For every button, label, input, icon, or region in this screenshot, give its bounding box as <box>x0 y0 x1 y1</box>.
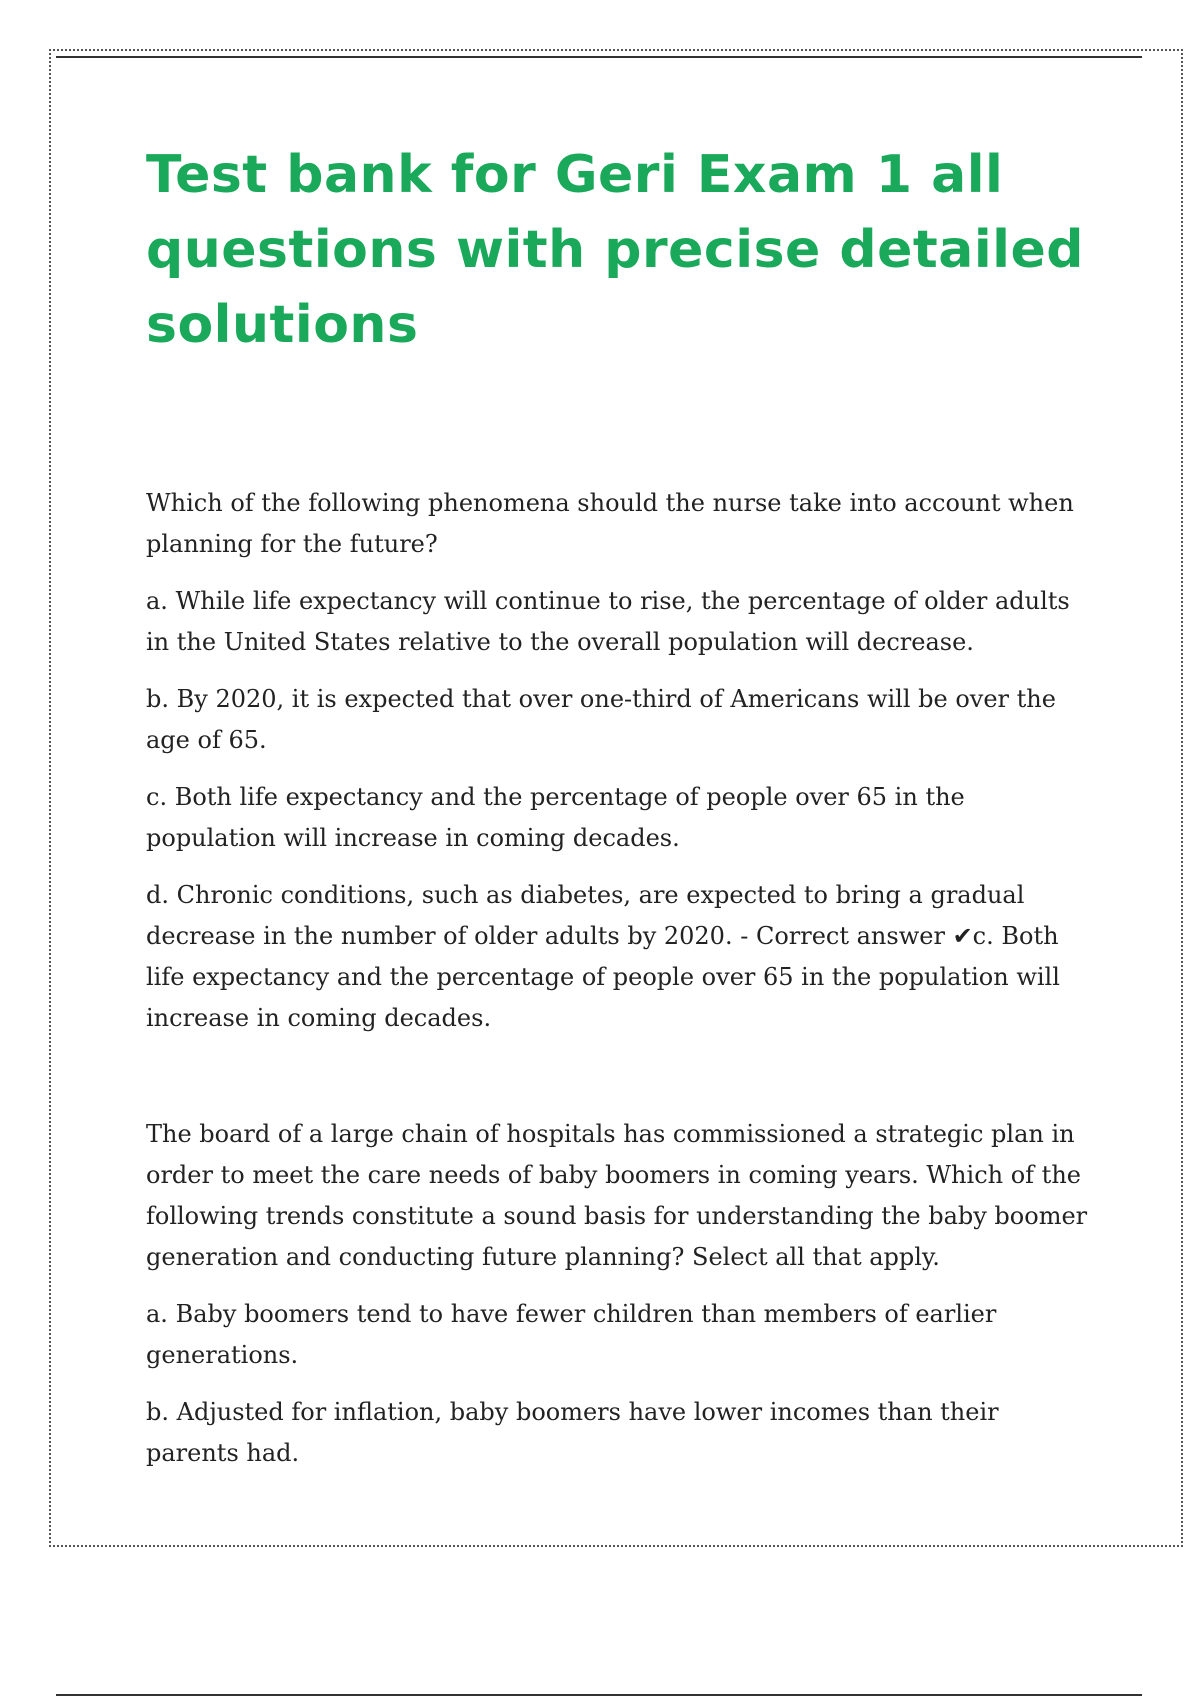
question-1-option-a: a. While life expectancy will continue to rise, the percentage of older adults in the United States relative to the overall population will decrease. <box>146 587 1070 656</box>
question-1-correct-answer: c. Both life expectancy and the percentage of people over 65 in the population will increase in coming decades. <box>146 922 1060 1032</box>
bottom-rule <box>56 1694 1142 1696</box>
question-2-text: The board of a large chain of hospitals has commissioned a strategic plan in order to meet the care needs of baby boomers in coming years. Which of the following trends constitute a sound basis for understanding the baby boomer generation and conducting future planning? Select all that apply. <box>146 1120 1088 1271</box>
top-rule <box>56 56 1142 58</box>
question-1-option-d: d. Chronic conditions, such as diabetes, are expected to bring a gradual decrease in the number of older adults by 2020. - Correct answer <box>146 881 1025 950</box>
question-1 <box>146 483 1096 1039</box>
question-2-option-b: b. Adjusted for inflation, baby boomers have lower incomes than their parents had. <box>146 1398 999 1467</box>
question-1-option-c: c. Both life expectancy and the percentage of people over 65 in the population will increase in coming decades. <box>146 783 965 852</box>
question-2 <box>146 1114 1096 1474</box>
question-1-text: Which of the following phenomena should the nurse take into account when planning for the future? <box>146 489 1074 558</box>
question-2-option-a: a. Baby boomers tend to have fewer children than members of earlier generations. <box>146 1300 997 1369</box>
document-content <box>146 138 1096 1490</box>
question-1-option-d-with-answer <box>146 875 1096 1039</box>
document-title: Test bank for Geri Exam 1 all questions with precise detailed solutions <box>146 145 1084 355</box>
question-1-option-b: b. By 2020, it is expected that over one-third of Americans will be over the age of 65. <box>146 685 1056 754</box>
checkmark-icon: ✔ <box>952 922 973 950</box>
